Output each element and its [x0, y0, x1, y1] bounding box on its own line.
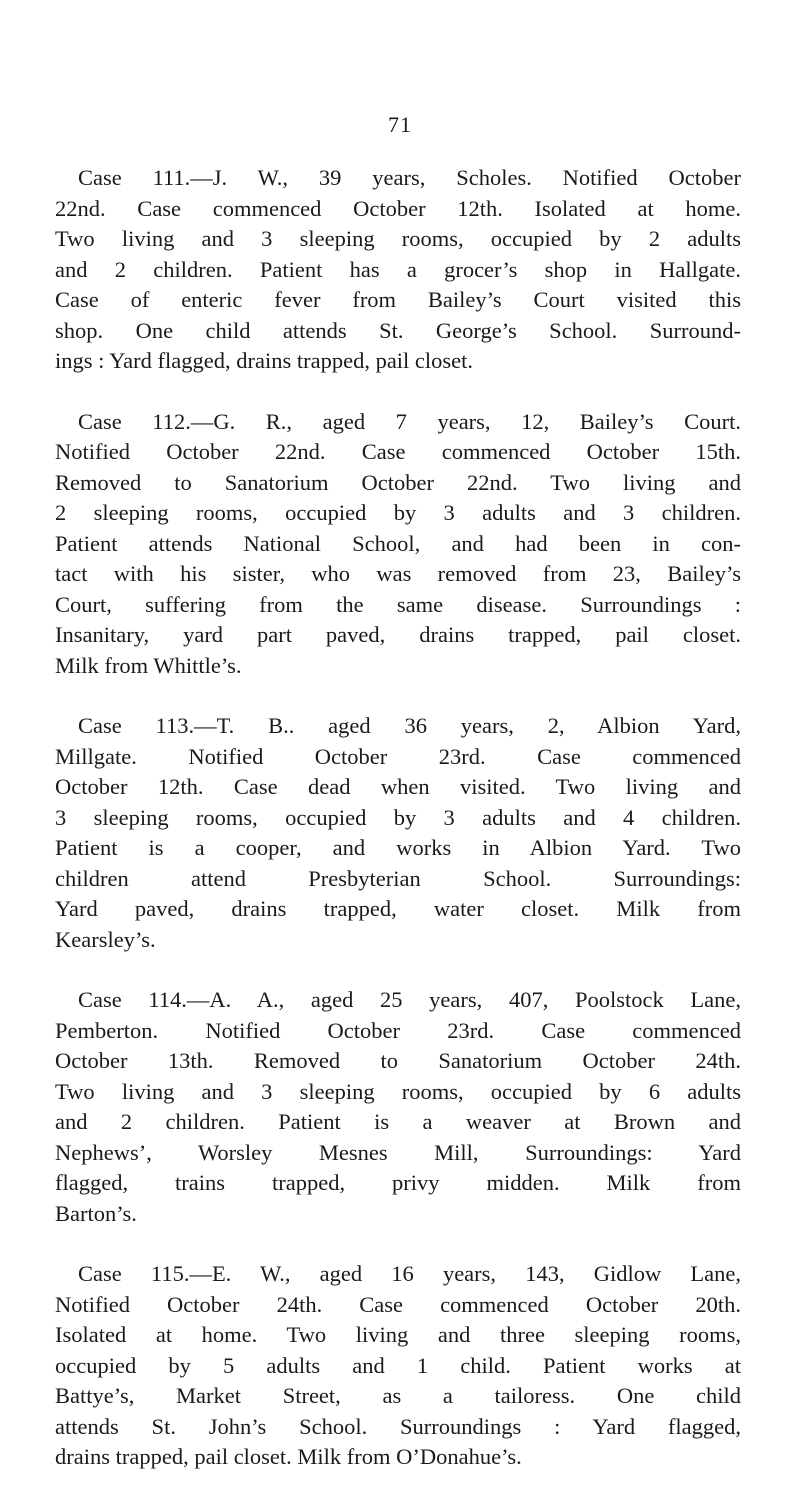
- text-line: Nephews’, Worsley Mesnes Mill, Surroundings: Yard: [55, 1139, 741, 1165]
- text-line: Notified October 22nd. Case commenced October 15th.: [55, 439, 741, 464]
- text-line: 2 sleeping rooms, occupied by 3 adults and 3 children.: [55, 500, 741, 525]
- text-line: tact with his sister, who was removed from 23, Bailey’s: [55, 561, 741, 586]
- text-line: Case 112.—G. R., aged 7 years, 12, Bailey’s Court.: [78, 408, 741, 434]
- text-line: children attend Presbyterian School. Surroundings:: [55, 865, 741, 891]
- text-line: Case 113.—T. B.. aged 36 years, 2, Albion Yard,: [78, 713, 741, 738]
- text-line: Isolated at home. Two living and three sleeping rooms,: [55, 1322, 741, 1347]
- text-line: and 2 children. Patient is a weaver at Brown and: [55, 1109, 741, 1134]
- text-line: flagged, trains trapped, privy midden. Milk from: [55, 1170, 741, 1195]
- text-line: ings : Yard flagged, drains trapped, pail closet.: [55, 348, 474, 373]
- text-line: Milk from Whittle’s.: [55, 652, 242, 678]
- text-line: Notified October 24th. Case commenced October 20th.: [55, 1291, 741, 1317]
- text-line: attends St. John’s School. Surroundings : Yard flagged,: [55, 1413, 741, 1439]
- text-line: October 12th. Case dead when visited. Two living and: [55, 774, 741, 799]
- text-line: Court, suffering from the same disease. Surroundings :: [55, 591, 741, 617]
- text-line: Kearsley’s.: [55, 926, 156, 952]
- text-line: drains trapped, pail closet. Milk from O’Donahue’s.: [55, 1444, 522, 1469]
- text-line: Patient attends National School, and had been in con-: [55, 530, 741, 556]
- case-111-paragraph: [55, 163, 741, 377]
- text-line: October 13th. Removed to Sanatorium October 24th.: [55, 1048, 741, 1073]
- text-line: Patient is a cooper, and works in Albion Yard. Two: [55, 835, 741, 860]
- text-line: Barton’s.: [55, 1200, 137, 1226]
- case-113-paragraph: [55, 711, 741, 955]
- text-line: Case 115.—E. W., aged 16 years, 143, Gidlow Lane,: [78, 1261, 741, 1286]
- text-line: 22nd. Case commenced October 12th. Isolated at home.: [55, 195, 741, 221]
- case-114-paragraph: [55, 985, 741, 1229]
- text-line: Battye’s, Market Street, as a tailoress. One child: [55, 1383, 741, 1408]
- text-line: occupied by 5 adults and 1 child. Patient works at: [55, 1352, 741, 1378]
- case-115-paragraph: [55, 1259, 741, 1473]
- text-line: Case 114.—A. A., aged 25 years, 407, Poolstock Lane,: [78, 987, 741, 1012]
- text-line: Removed to Sanatorium October 22nd. Two living and: [55, 469, 741, 495]
- text-line: Two living and 3 sleeping rooms, occupied by 6 adults: [55, 1078, 741, 1104]
- text-line: Yard paved, drains trapped, water closet. Milk from: [55, 896, 741, 921]
- text-line: Insanitary, yard part paved, drains trapped, pail closet.: [55, 622, 741, 647]
- text-line: shop. One child attends St. George’s School. Surround-: [55, 317, 741, 343]
- text-line: Two living and 3 sleeping rooms, occupied by 2 adults: [55, 226, 741, 251]
- text-line: Case of enteric fever from Bailey’s Court visited this: [55, 287, 741, 312]
- page-number: 71: [388, 112, 412, 137]
- text-line: and 2 children. Patient has a grocer’s shop in Hallgate.: [55, 256, 741, 282]
- document-body: [55, 163, 741, 1503]
- case-112-paragraph: [55, 407, 741, 682]
- text-line: 3 sleeping rooms, occupied by 3 adults and 4 children.: [55, 804, 741, 830]
- text-line: Case 111.—J. W., 39 years, Scholes. Notified October: [78, 165, 741, 190]
- text-line: Millgate. Notified October 23rd. Case commenced: [55, 743, 741, 769]
- text-line: Pemberton. Notified October 23rd. Case commenced: [55, 1017, 741, 1043]
